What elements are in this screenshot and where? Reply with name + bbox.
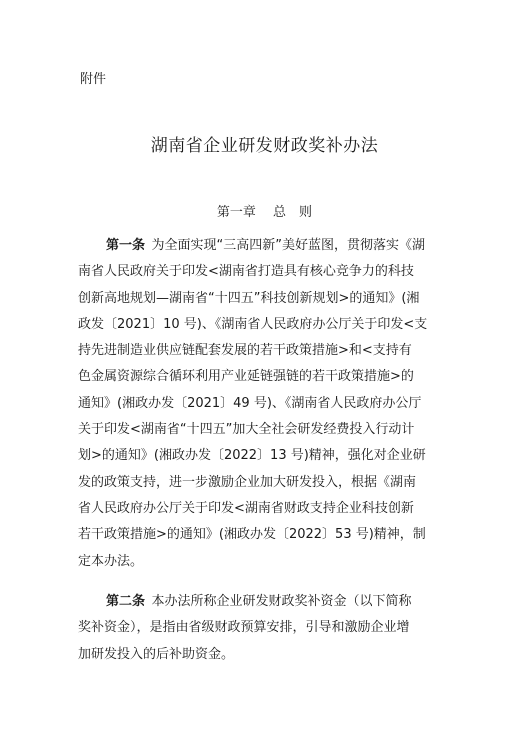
article-line: 发的政策支持，进一步激励企业加大研发投入，根据《湖南	[78, 474, 417, 490]
attachment-label: 附件	[80, 72, 107, 87]
article-line: 色金属资源综合循环利用产业延链强链的若干政策措施>的	[78, 369, 414, 385]
article-line: 奖补资金），是指由省级财政预算安排，引导和激励企业增	[78, 620, 410, 636]
article-line: 南省人民政府关于印发<湖南省打造具有核心竞争力的科技	[78, 264, 414, 280]
chapter-heading: 第一章 总 则	[216, 205, 313, 220]
article-line: 政发〔2021〕10 号)、《湖南省人民政府办公厅关于印发<支	[78, 316, 428, 332]
article-label: 第二条	[106, 594, 146, 609]
document-title: 湖南省企业研发财政奖补办法	[150, 136, 379, 156]
article-label: 第一条	[106, 238, 146, 253]
article-line: 关于印发<湖南省“十四五”加大全社会研发经费投入行动计	[78, 422, 415, 438]
article-line: 定本办法。	[78, 553, 144, 569]
article-2	[78, 589, 458, 668]
article-1	[78, 233, 458, 575]
article-line: 省人民政府办公厅关于印发<湖南省财政支持企业科技创新	[78, 500, 414, 516]
article-line: 划>的通知》(湘政办发〔2022〕13 号)精神，强化对企业研	[78, 448, 426, 464]
article-line: 创新高地规划—湖南省“十四五”科技创新规划>的通知》(湘	[78, 290, 420, 306]
article-line: 持先进制造业供应链配套发展的若干政策措施>和<支持有	[78, 343, 412, 359]
article-line: 若干政策措施>的通知》(湘政办发〔2022〕53 号)精神，制	[78, 527, 426, 543]
article-first-line	[78, 233, 458, 259]
article-line: 通知》(湘政办发〔2021〕49 号)、《湖南省人民政府办公厅	[78, 395, 422, 411]
article-line: 加研发投入的后补助资金。	[78, 646, 235, 662]
article-first-line	[78, 589, 458, 615]
article-text: 本办法所称企业研发财政奖补资金（以下简称	[151, 594, 412, 609]
article-text: 为全面实现“三高四新”美好蓝图，贯彻落实《湖	[151, 238, 425, 253]
